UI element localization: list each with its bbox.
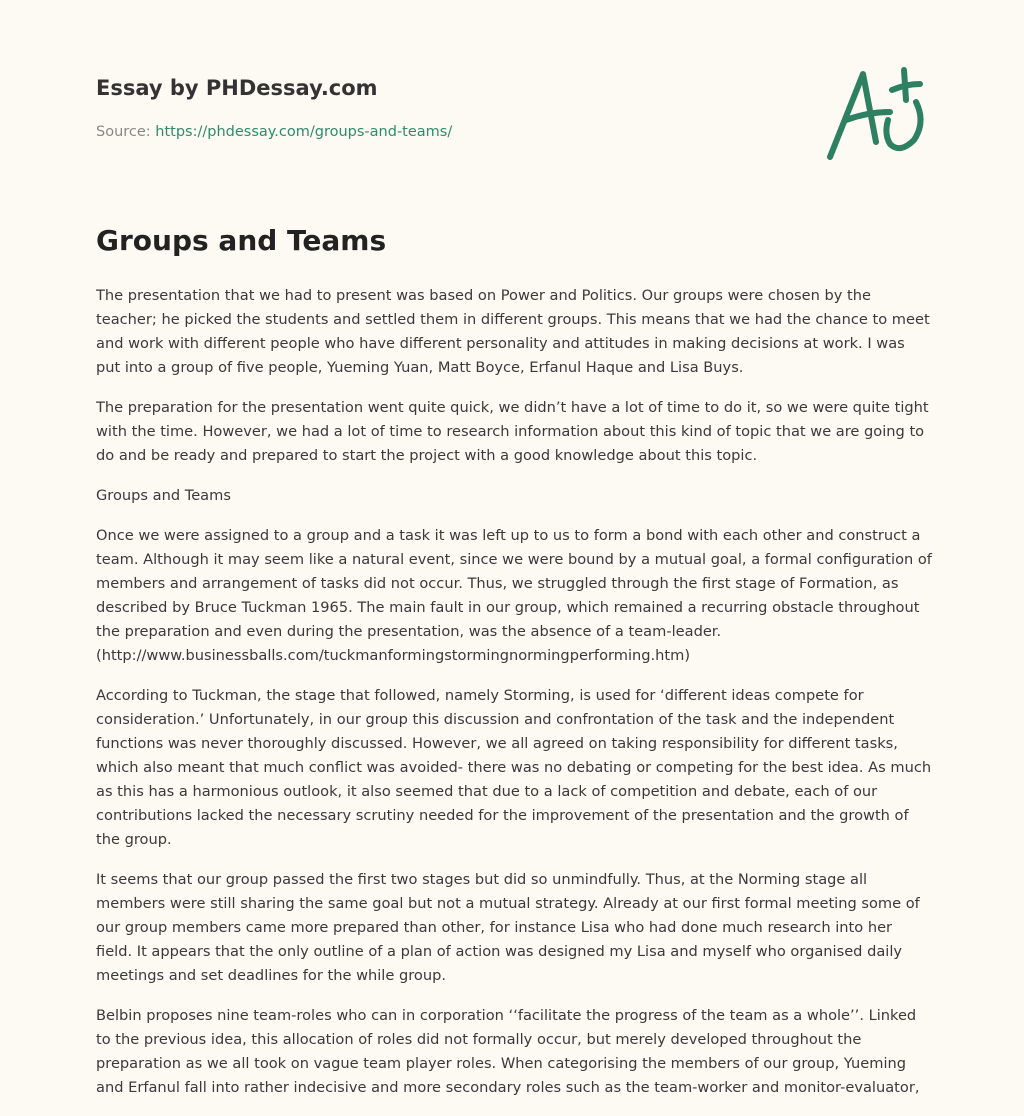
section-heading: Groups and Teams: [96, 487, 231, 504]
paragraph: Belbin proposes nine team-roles who can in corporation ‘‘facilitate the progress of the team as a whole’’. Linked to the previous idea, this allocation of roles did not formally occur, but merely developed throughout the preparation as we all took on vague team player roles. When categorising the members of our group, Yueming and Erfanul fall into rather indecisive and more secondary roles such as the team-worker and monitor-evaluator,: [96, 1007, 920, 1096]
brand-title: Essay by PHDessay.com: [96, 76, 378, 100]
essay-body: [96, 284, 932, 1116]
source-label: Source:: [96, 124, 151, 140]
a-plus-logo-icon: [818, 62, 938, 172]
header: [0, 0, 1024, 200]
paragraph: The preparation for the presentation went quite quick, we didn’t have a lot of time to do it, so we were quite tight with the time. However, we had a lot of time to research information about this kind of topic that we are going to do and be ready and prepared to start the project with a good knowledge about this topic.: [96, 399, 929, 464]
essay-title: Groups and Teams: [96, 224, 387, 257]
paragraph: Once we were assigned to a group and a task it was left up to us to form a bond with each other and construct a team. Although it may seem like a natural event, since we were bound by a mutual goal, a formal configuration of members and arrangement of tasks did not occur. Thus, we struggled through the first stage of Formation, as described by Bruce Tuckman 1965. The main fault in our group, which remained a recurring obstacle throughout the preparation and even during the presentation, was the absence of a team-leader. (http://www.businessballs.com/tuckmanformingstormingnormingperforming.htm): [96, 527, 932, 664]
source-link[interactable]: https://phdessay.com/groups-and-teams/: [155, 124, 453, 140]
source-line: [96, 124, 452, 140]
paragraph: The presentation that we had to present was based on Power and Politics. Our groups were chosen by the teacher; he picked the students and settled them in different groups. This means that we had the chance to meet and work with different people who have different personality and attitudes in making decisions at work. I was put into a group of five people, Yueming Yuan, Matt Boyce, Erfanul Haque and Lisa Buys.: [96, 287, 930, 376]
paragraph: According to Tuckman, the stage that followed, namely Storming, is used for ‘different ideas compete for consideration.’ Unfortunately, in our group this discussion and confrontation of the task and the independent functions was never thoroughly discussed. However, we all agreed on taking responsibility for different tasks, which also meant that much conflict was avoided- there was no debating or competing for the best idea. As much as this has a harmonious outlook, it also seemed that due to a lack of competition and debate, each of our contributions lacked the necessary scrutiny needed for the improvement of the presentation and the growth of the group.: [96, 687, 932, 848]
paragraph: It seems that our group passed the first two stages but did so unmindfully. Thus, at the Norming stage all members were still sharing the same goal but not a mutual strategy. Already at our first formal meeting some of our group members came more prepared than other, for instance Lisa who had done much research into her field. It appears that the only outline of a plan of action was designed my Lisa and myself who organised daily meetings and set deadlines for the while group.: [96, 871, 920, 984]
